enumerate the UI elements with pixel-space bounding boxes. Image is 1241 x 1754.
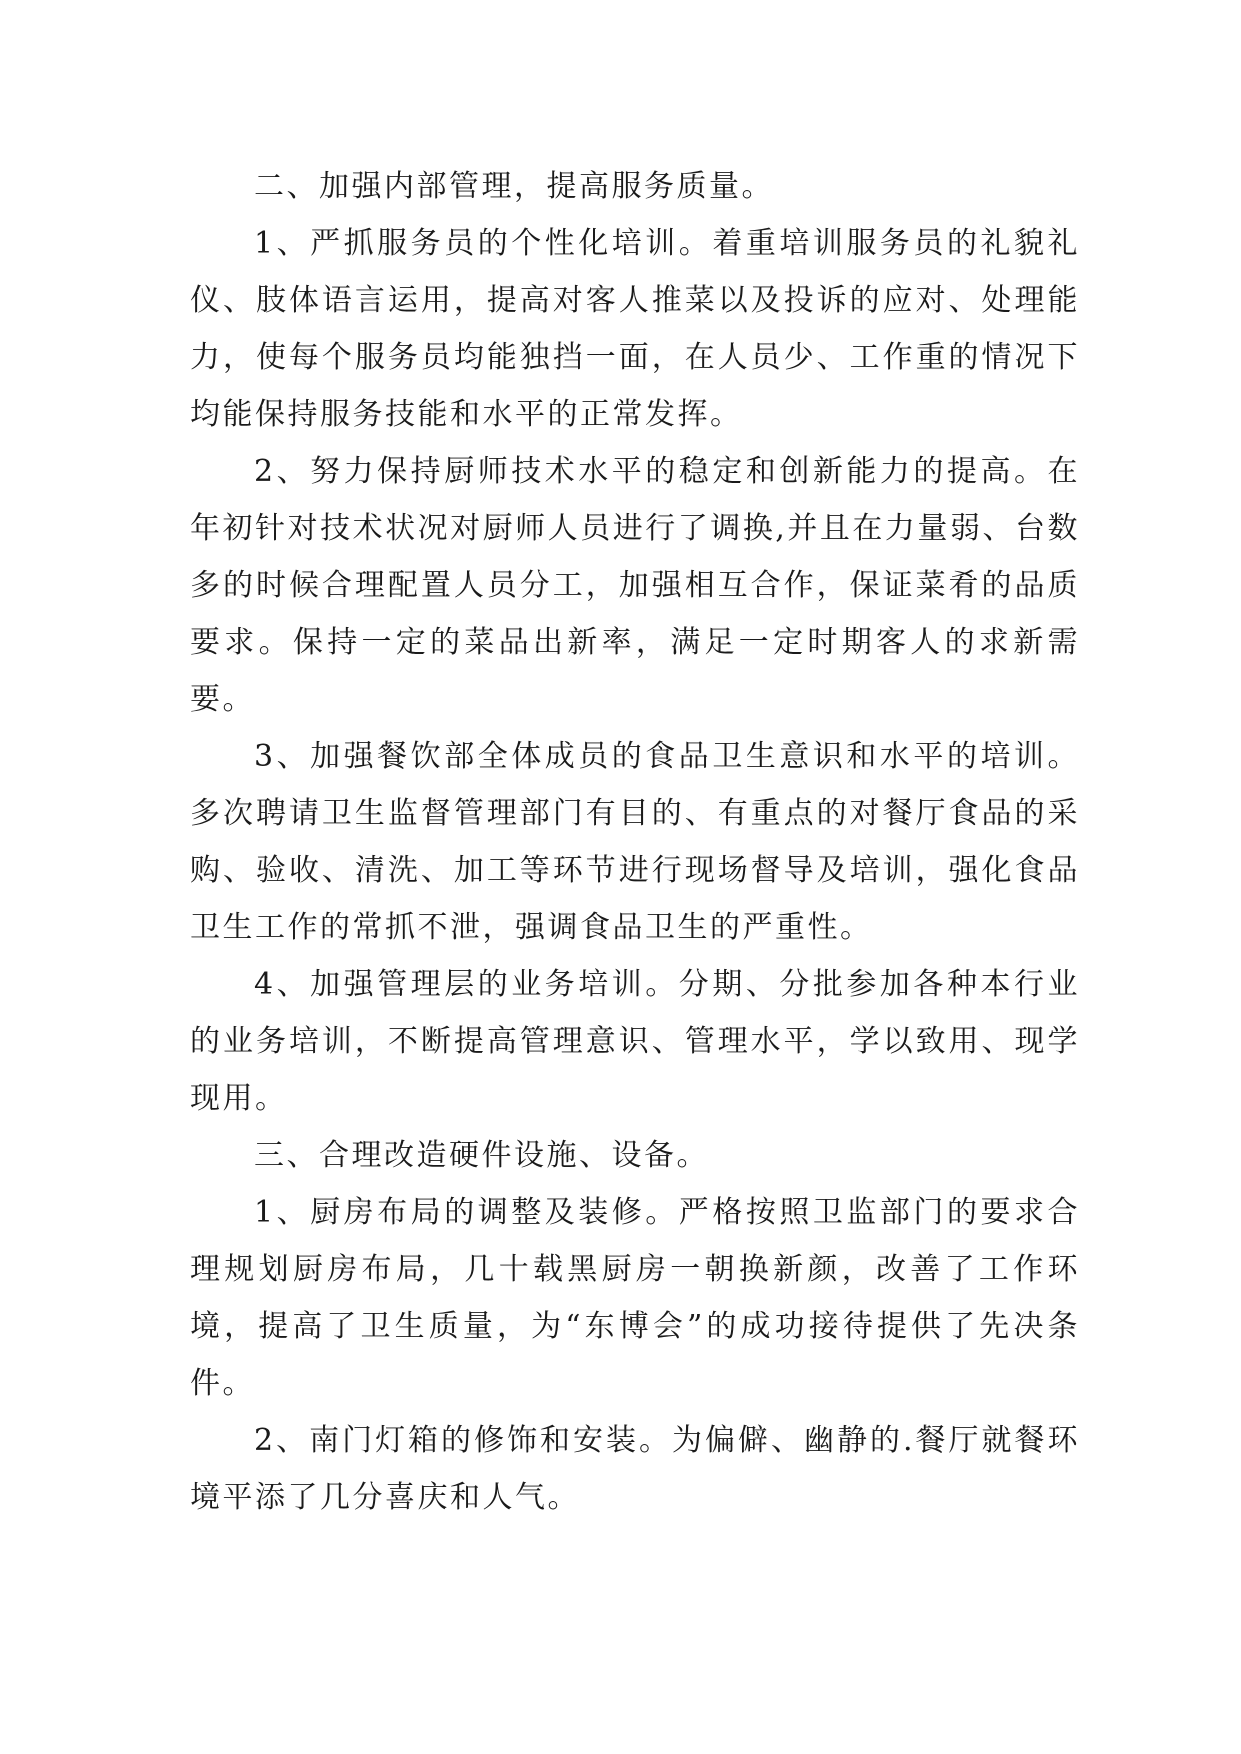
- document-body: [190, 158, 1080, 1526]
- heading-section-three: 三、合理改造硬件设施、设备。: [254, 1138, 709, 1173]
- paragraph-item-3: 3、加强餐饮部全体成员的食品卫生意识和水平的培训。多次聘请卫生监督管理部门有目的、有重点的对餐厅食品的采购、验收、清洗、加工等环节进行现场督导及培训，强化食品卫生工作的常抓不泄，强调食品卫生的严重性。: [190, 739, 1080, 945]
- paragraph-item-1: 1、严抓服务员的个性化培训。着重培训服务员的礼貌礼仪、肢体语言运用，提高对客人推菜以及投诉的应对、处理能力，使每个服务员均能独挡一面，在人员少、工作重的情况下均能保持服务技能和水平的正常发挥。: [190, 226, 1080, 432]
- paragraph-item-4: 4、加强管理层的业务培训。分期、分批参加各种本行业的业务培训，不断提高管理意识、管理水平，学以致用、现学现用。: [190, 967, 1080, 1116]
- paragraph-item-2-section-three: 2、南门灯箱的修饰和安装。为偏僻、幽静的.餐厅就餐环境平添了几分喜庆和人气。: [190, 1423, 1080, 1515]
- paragraph-item-1-section-three: 1、厨房布局的调整及装修。严格按照卫监部门的要求合理规划厨房布局，几十载黑厨房一朝换新颜，改善了工作环境，提高了卫生质量，为“东博会”的成功接待提供了先决条件。: [190, 1195, 1080, 1401]
- heading-section-two: 二、加强内部管理，提高服务质量。: [254, 169, 774, 204]
- paragraph-item-2: 2、努力保持厨师技术水平的稳定和创新能力的提高。在年初针对技术状况对厨师人员进行了调换,并且在力量弱、台数多的时候合理配置人员分工，加强相互合作，保证菜肴的品质要求。保持一定的菜品出新率，满足一定时期客人的求新需要。: [190, 454, 1080, 717]
